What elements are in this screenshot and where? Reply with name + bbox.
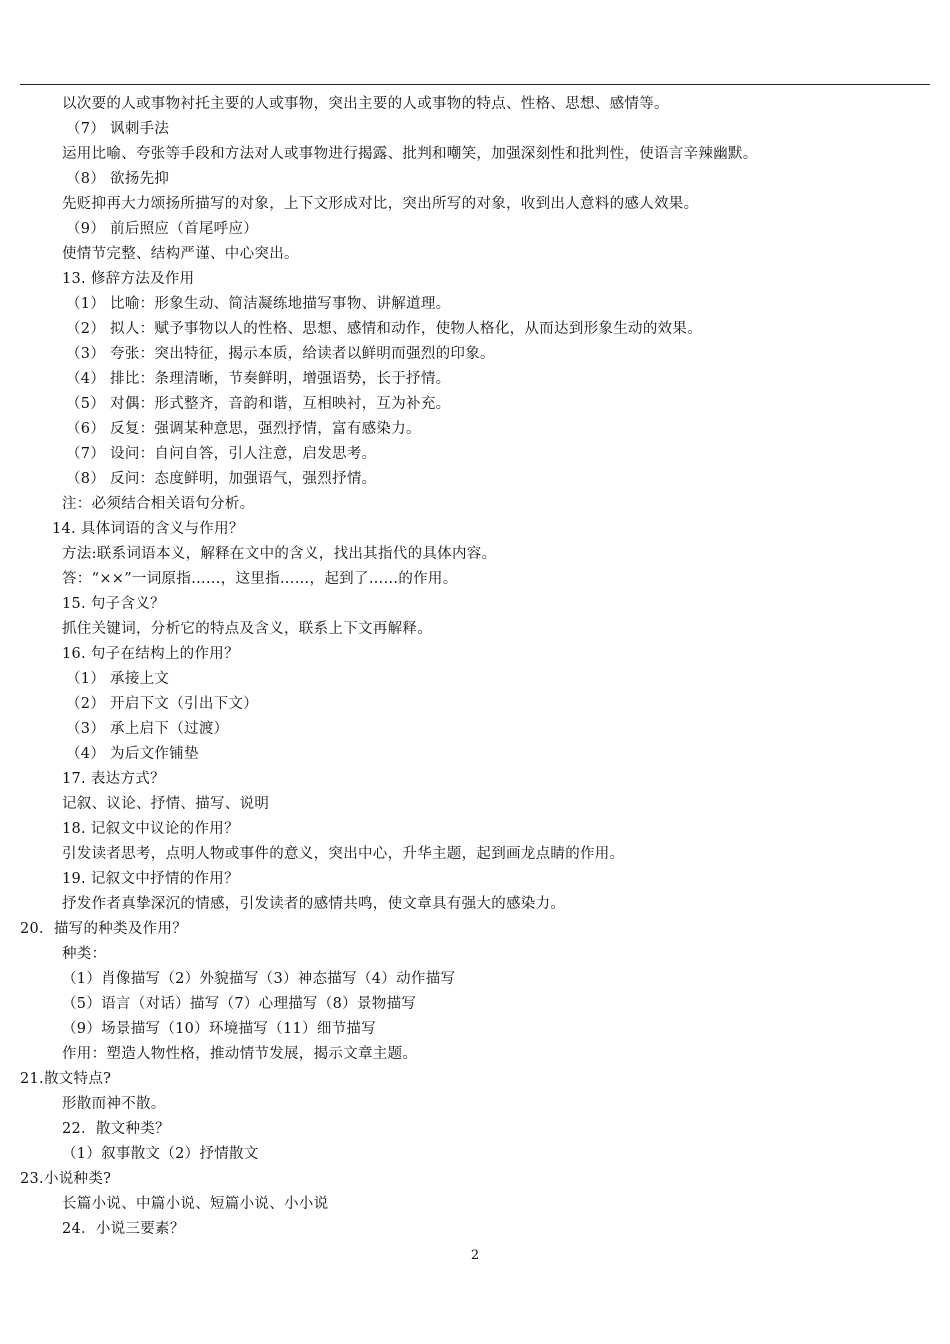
section-heading-18: 18. 记叙文中议论的作用？ <box>62 821 239 837</box>
novel-types: 长篇小说、中篇小说、短篇小说、小小说 <box>62 1196 329 1212</box>
rhetoric-item-8: （8） 反问：态度鲜明，加强语气，强烈抒情。 <box>66 471 377 487</box>
description-types-2: （5）语言（对话）描写（7）心理描写（8）景物描写 <box>62 996 417 1012</box>
description-types-3: （9）场景描写（10）环境描写（11）细节描写 <box>62 1021 377 1037</box>
item-heading-suppress-first: （8） 欲扬先抑 <box>66 171 170 187</box>
types-label: 种类： <box>62 946 107 962</box>
method-line: 方法:联系词语本义，解释在文中的含义，找出其指代的具体内容。 <box>62 546 497 562</box>
description-purpose: 作用：塑造人物性格，推动情节发展，揭示文章主题。 <box>62 1046 418 1062</box>
body-line-22: 抓住关键词，分析它的特点及含义，联系上下文再解释。 <box>62 621 432 637</box>
answer-line: 答：“××”一词原指……，这里指……，起到了……的作用。 <box>62 571 458 587</box>
section-heading-17: 17. 表达方式？ <box>62 771 165 787</box>
section-heading-16: 16. 句子在结构上的作用？ <box>62 646 239 662</box>
structure-item-2: （2） 开启下文（引出下文） <box>66 696 259 712</box>
rhetoric-item-5: （5） 对偶：形式整齐，音韵和谐，互相映衬，互为补充。 <box>66 396 451 412</box>
prose-types: （1）叙事散文（2）抒情散文 <box>62 1146 259 1162</box>
body-line-5: 先贬抑再大力颂扬所描写的对象，上下文形成对比，突出所写的对象，收到出人意料的感人效果。 <box>62 196 699 212</box>
body-line-3: 运用比喻、夸张等手段和方法对人或事物进行揭露、批判和嘲笑，加强深刻性和批判性，使语言辛辣幽默。 <box>62 146 758 162</box>
section-heading-13: 13. 修辞方法及作用 <box>62 271 195 287</box>
section-heading-22: 22．散文种类？ <box>62 1121 170 1137</box>
rhetoric-item-1: （1） 比喻：形象生动、简洁凝练地描写事物、讲解道理。 <box>66 296 451 312</box>
structure-item-3: （3） 承上启下（过渡） <box>66 721 229 737</box>
section-heading-20: 20．描写的种类及作用？ <box>20 921 188 937</box>
rhetoric-item-4: （4） 排比：条理清晰，节奏鲜明，增强语势，长于抒情。 <box>66 371 451 387</box>
body-line-7: 使情节完整、结构严谨、中心突出。 <box>62 246 299 262</box>
section-heading-19: 19. 记叙文中抒情的作用？ <box>62 871 239 887</box>
section-heading-23: 23.小说种类? <box>20 1171 112 1187</box>
page-number: 2 <box>470 1248 480 1263</box>
section-heading-24: 24．小说三要素？ <box>62 1221 185 1237</box>
rhetoric-item-2: （2） 拟人：赋予事物以人的性格、思想、感情和动作，使物人格化，从而达到形象生动的效果。 <box>66 321 703 337</box>
rhetoric-item-3: （3） 夸张：突出特征，揭示本质，给读者以鲜明而强烈的印象。 <box>66 346 495 362</box>
section-heading-21: 21.散文特点? <box>20 1071 112 1087</box>
body-line-1: 以次要的人或事物衬托主要的人或事物，突出主要的人或事物的特点、性格、思想、感情等。 <box>62 96 669 112</box>
item-heading-satire: （7） 讽刺手法 <box>66 121 170 137</box>
note-line: 注：必须结合相关语句分析。 <box>62 496 255 512</box>
description-types-1: （1）肖像描写（2）外貌描写（3）神态描写（4）动作描写 <box>62 971 456 987</box>
body-line-29: 记叙、议论、抒情、描写、说明 <box>62 796 270 812</box>
body-line-33: 抒发作者真挚深沉的情感，引发读者的感情共鸣，使文章具有强大的感染力。 <box>62 896 566 912</box>
section-heading-14: 14. 具体词语的含义与作用？ <box>52 521 244 537</box>
body-line-41: 形散而神不散。 <box>62 1096 166 1112</box>
section-heading-15: 15. 句子含义？ <box>62 596 165 612</box>
structure-item-4: （4） 为后文作铺垫 <box>66 746 199 762</box>
item-heading-echo: （9） 前后照应（首尾呼应） <box>66 221 259 237</box>
body-line-31: 引发读者思考，点明人物或事件的意义，突出中心，升华主题，起到画龙点睛的作用。 <box>62 846 625 862</box>
rhetoric-item-6: （6） 反复：强调某种意思，强烈抒情，富有感染力。 <box>66 421 421 437</box>
rhetoric-item-7: （7） 设问：自问自答，引人注意，启发思考。 <box>66 446 377 462</box>
header-rule <box>20 84 930 85</box>
structure-item-1: （1） 承接上文 <box>66 671 170 687</box>
